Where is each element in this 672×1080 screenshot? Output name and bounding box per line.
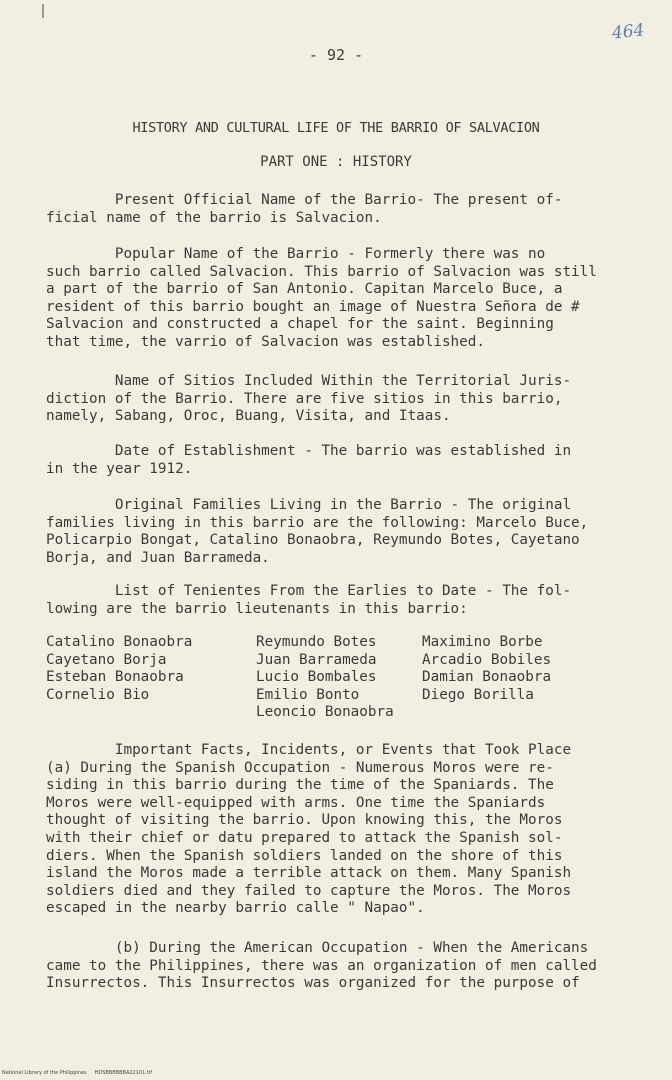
margin-mark bbox=[42, 4, 44, 18]
paragraph-tenientes: List of Tenientes From the Earlies to Date - The fol- lowing are the barrio lieutenants in this barrio: bbox=[46, 583, 572, 617]
paragraph-popular-name: Popular Name of the Barrio - Formerly there was no such barrio called Salvacion. This barrio of Salvacion was still a part of the barrio of San Antonio. Capitan Marcelo Buce, a resident of this barrio bought an image of Nuestra Señora de # Salvacion and constructed a chapel for the saint. Beginning that time, the varrio of Salvacion was established. bbox=[46, 246, 597, 350]
lieutenants-column-1 bbox=[46, 634, 192, 704]
paragraph-establishment: Date of Establishment - The barrio was established in in the year 1912. bbox=[46, 443, 572, 477]
page-number: - 92 - bbox=[308, 46, 364, 64]
paragraph-original-families: Original Families Living in the Barrio - The original families living in this barrio are the following: Marcelo Buce, Policarpio Bongat, Catalino Bonaobra, Reymundo Botes, Cayetano Borja, and Juan Barrameda. bbox=[46, 497, 589, 566]
paragraph-official-name: Present Official Name of the Barrio- The present of- ficial name of the barrio is Salvacion. bbox=[46, 192, 563, 226]
lieutenants-column-2 bbox=[256, 634, 394, 722]
list-item: Damian Bonaobra bbox=[422, 669, 552, 686]
section-heading: PART ONE : HISTORY bbox=[260, 154, 412, 170]
paragraph-spanish-occupation: Important Facts, Incidents, or Events that Took Place (a) During the Spanish Occupation - Numerous Moros were re- siding in this barrio during the time of the Spaniards. The Moros were well-equipped with arms. One time the Spaniards thought of visiting the barrio. Upon knowing this, the Moros with their chief or datu prepared to attack the Spanish sol- diers. When the Spanish soldiers landed on the shore of this island the Moros made a terrible attack on them. Many Spanish soldiers died and they failed to capture the Moros. The Moros escaped in the nearby barrio calle " Napao". bbox=[46, 742, 572, 917]
list-item: Reymundo Botes bbox=[256, 634, 377, 650]
list-item: Emilio Bonto bbox=[256, 686, 360, 703]
list-item: Diego Borilla bbox=[422, 686, 534, 703]
lieutenants-column-3 bbox=[422, 634, 551, 704]
list-item: Catalino Bonaobra bbox=[46, 634, 193, 650]
list-item: Lucio Bombales bbox=[256, 669, 377, 686]
handwritten-page-number: 464 bbox=[611, 20, 646, 44]
paragraph-sitios: Name of Sitios Included Within the Territorial Juris- diction of the Barrio. There are five sitios in this barrio, namely, Sabang, Oroc, Buang, Visita, and Itaas. bbox=[46, 373, 572, 425]
list-item: Esteban Bonaobra bbox=[46, 669, 184, 686]
list-item: Cornelio Bio bbox=[46, 686, 150, 703]
list-item: Maximino Borbe bbox=[422, 634, 543, 650]
scan-footer: National Library of the Philippines HDSBBBBBBA22101.tif bbox=[2, 1070, 152, 1076]
list-item: Cayetano Borja bbox=[46, 651, 167, 668]
paragraph-american-occupation: (b) During the American Occupation - When the Americans came to the Philippines, there was an organization of men called Insurrectos. This Insurrectos was organized for the purpose of bbox=[46, 940, 597, 992]
document-title: HISTORY AND CULTURAL LIFE OF THE BARRIO OF SALVACION bbox=[132, 120, 540, 136]
list-item: Juan Barrameda bbox=[256, 651, 377, 668]
list-item: Arcadio Bobiles bbox=[422, 651, 552, 668]
list-item: Leoncio Bonaobra bbox=[256, 704, 394, 721]
